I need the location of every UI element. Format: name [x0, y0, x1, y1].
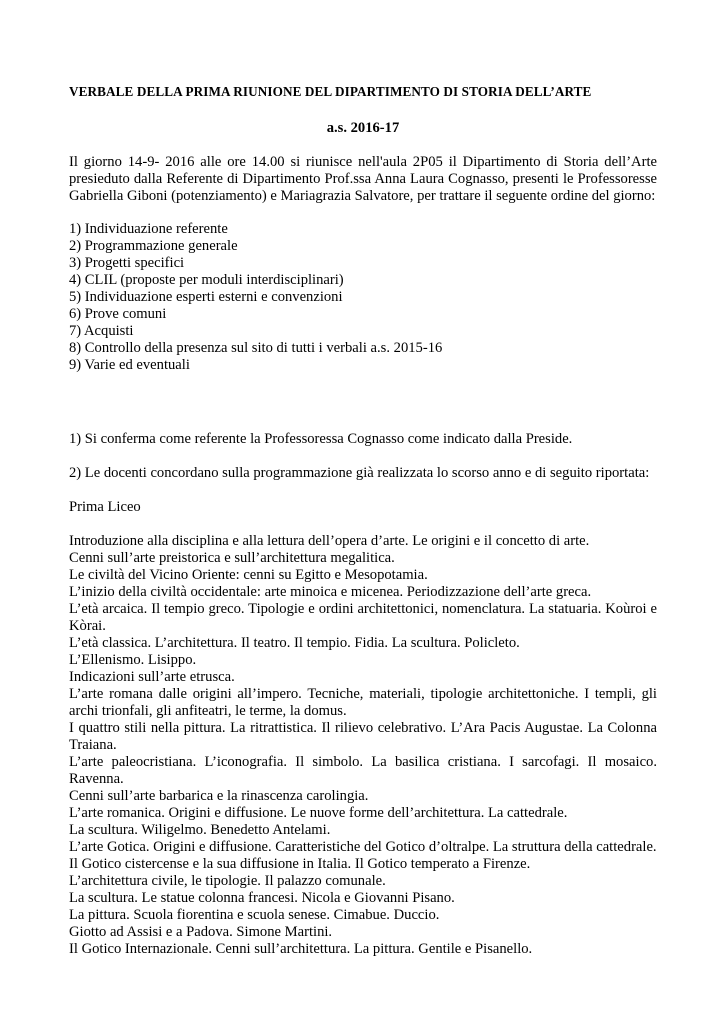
- agenda-item: 5) Individuazione esperti esterni e convenzioni: [69, 289, 343, 305]
- topic-item: L’età arcaica. Il tempio greco. Tipologie e ordini architettonici, nomenclatura. La statuaria. Koùroi e Kòrai.: [69, 601, 657, 634]
- topic-item: Giotto ad Assisi e a Padova. Simone Martini.: [69, 924, 333, 940]
- topic-item: L’arte romanica. Origini e diffusione. Le nuove forme dell’architettura. La cattedrale.: [69, 805, 568, 821]
- topic-item: L’arte Gotica. Origini e diffusione. Caratteristiche del Gotico d’oltralpe. La struttura della cattedrale.: [69, 839, 657, 855]
- agenda-item: 9) Varie ed eventuali: [69, 357, 190, 373]
- agenda-list: [69, 221, 657, 374]
- point-1-paragraph: 1) Si conferma come referente la Professoressa Cognasso come indicato dalla Preside.: [69, 431, 573, 447]
- agenda-item: 4) CLIL (proposte per moduli interdisciplinari): [69, 272, 344, 288]
- school-year: a.s. 2016-17: [326, 120, 400, 136]
- topic-item: L’inizio della civiltà occidentale: arte minoica e micenea. Periodizzazione dell’arte greca.: [69, 584, 592, 600]
- document-heading: VERBALE DELLA PRIMA RIUNIONE DEL DIPARTIMENTO DI STORIA DELL’ARTE: [69, 84, 592, 99]
- point-2-paragraph: 2) Le docenti concordano sulla programmazione già realizzata lo scorso anno e di seguito riportata:: [69, 465, 650, 481]
- agenda-item: 2) Programmazione generale: [69, 238, 238, 254]
- agenda-item: 6) Prove comuni: [69, 306, 167, 322]
- agenda-item: 1) Individuazione referente: [69, 221, 228, 237]
- intro-paragraph: Il giorno 14-9- 2016 alle ore 14.00 si riunisce nell'aula 2P05 il Dipartimento di Storia dell’Arte presieduto dalla Referente di Dipartimento Prof.ssa Anna Laura Cognasso, presenti le Professoresse Gabriella Giboni (potenziamento) e Mariagrazia Salvatore, per trattare il seguente ordine del giorno:: [69, 154, 657, 204]
- document-page: [69, 83, 657, 958]
- topic-item: L’architettura civile, le tipologie. Il palazzo comunale.: [69, 873, 386, 889]
- topic-item: L’arte paleocristiana. L’iconografia. Il simbolo. La basilica cristiana. I sarcofagi. Il mosaico. Ravenna.: [69, 754, 657, 787]
- topic-item: L’arte romana dalle origini all’impero. Tecniche, materiali, tipologie architettoniche. I templi, gli archi trionfali, gli anfiteatri, le terme, la domus.: [69, 686, 657, 719]
- topic-item: La scultura. Le statue colonna francesi. Nicola e Giovanni Pisano.: [69, 890, 455, 906]
- topic-item: La scultura. Wiligelmo. Benedetto Antelami.: [69, 822, 331, 838]
- agenda-item: 3) Progetti specifici: [69, 255, 185, 271]
- topic-item: I quattro stili nella pittura. La ritrattistica. Il rilievo celebrativo. L’Ara Pacis Augustae. La Colonna Traiana.: [69, 720, 657, 753]
- topic-item: Le civiltà del Vicino Oriente: cenni su Egitto e Mesopotamia.: [69, 567, 428, 583]
- topic-item: Il Gotico cistercense e la sua diffusione in Italia. Il Gotico temperato a Firenze.: [69, 856, 531, 872]
- agenda-item: 7) Acquisti: [69, 323, 134, 339]
- topic-item: Indicazioni sull’arte etrusca.: [69, 669, 235, 685]
- class-heading: Prima Liceo: [69, 499, 141, 515]
- topic-item: Cenni sull’arte barbarica e la rinascenza carolingia.: [69, 788, 369, 804]
- topic-item: L’Ellenismo. Lisippo.: [69, 652, 197, 668]
- topics-list: [69, 533, 657, 958]
- topic-item: Cenni sull’arte preistorica e sull’architettura megalitica.: [69, 550, 395, 566]
- topic-item: La pittura. Scuola fiorentina e scuola senese. Cimabue. Duccio.: [69, 907, 440, 923]
- topic-item: L’età classica. L’architettura. Il teatro. Il tempio. Fidia. La scultura. Policleto.: [69, 635, 520, 651]
- topic-item: Il Gotico Internazionale. Cenni sull’architettura. La pittura. Gentile e Pisanello.: [69, 941, 533, 957]
- topic-item: Introduzione alla disciplina e alla lettura dell’opera d’arte. Le origini e il concetto di arte.: [69, 533, 590, 549]
- agenda-item: 8) Controllo della presenza sul sito di tutti i verbali a.s. 2015-16: [69, 340, 443, 356]
